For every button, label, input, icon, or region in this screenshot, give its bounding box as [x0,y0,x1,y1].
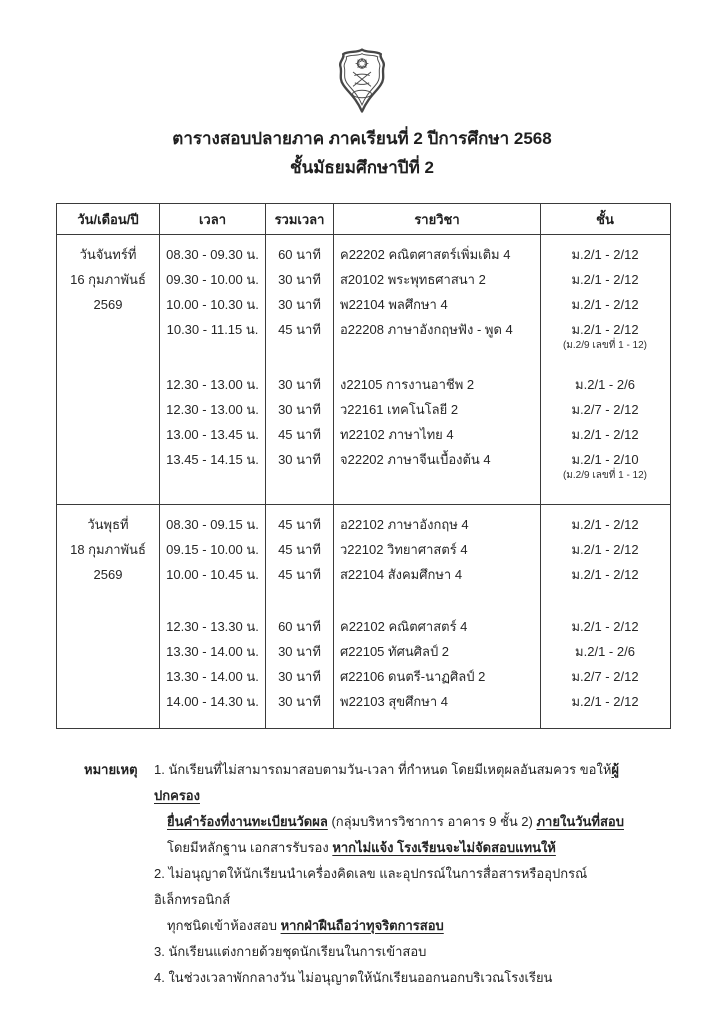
note-emphasis: ยื่นคำร้องที่งานทะเบียนวัดผล [167,814,328,829]
schedule-section [57,234,670,504]
exam-subject: ศ22105 ทัศนศิลป์ 2 [340,644,450,659]
note-item [154,939,654,965]
document-subtitle: ชั้นมัธยมศึกษาปีที่ 2 [290,158,434,177]
row-spacer [541,587,669,614]
exam-time: 08.30 - 09.30 น. [166,247,259,262]
exam-duration: 30 นาที [278,297,321,312]
exam-subject: จ22202 ภาษาจีนเบื้องต้น 4 [340,452,491,467]
exam-time: 14.00 - 14.30 น. [166,694,259,709]
class-column [541,235,669,504]
date-cell [57,235,160,504]
time-column [160,505,266,728]
class-range: ม.2/1 - 2/12 [571,272,639,287]
class-range: ม.2/7 - 2/12 [571,402,639,417]
note-emphasis: หากฝ่าฝืนถือว่าทุจริตการสอบ [280,918,444,933]
exam-duration: 30 นาที [278,452,321,467]
exam-duration: 30 นาที [278,377,321,392]
row-spacer [334,587,540,614]
exam-time: 08.30 - 09.15 น. [166,517,259,532]
row-spacer [541,360,669,372]
class-range: ม.2/1 - 2/6 [575,644,635,659]
table-body [57,234,670,728]
class-range: ม.2/1 - 2/12 [571,247,639,262]
class-range: ม.2/7 - 2/12 [571,669,639,684]
exam-subject: พ22103 สุขศึกษา 4 [340,694,448,709]
note-line [154,965,654,991]
notes-section [84,757,724,991]
exam-subject: อ22102 ภาษาอังกฤษ 4 [340,517,469,532]
exam-class [541,639,669,664]
row-spacer [266,587,333,614]
exam-class [541,447,669,490]
note-text: 3. นักเรียนแต่งกายด้วยชุดนักเรียนในการเข้าสอบ [154,944,427,959]
row-spacer [160,587,265,614]
exam-subject: ท22102 ภาษาไทย 4 [340,427,454,442]
class-range: ม.2/1 - 2/12 [571,322,639,337]
class-range: ม.2/1 - 2/12 [571,297,639,312]
exam-duration: 60 นาที [278,247,321,262]
exam-subject: ง22105 การงานอาชีพ 2 [340,377,475,392]
exam-class [541,372,669,397]
note-emphasis: ภายในวันที่สอบ [536,814,624,829]
exam-class [541,512,669,537]
class-column [541,505,669,728]
exam-duration: 45 นาที [278,542,321,557]
exam-duration: 45 นาที [278,322,321,337]
note-text: 1. นักเรียนที่ไม่สามารถมาสอบตามวัน-เวลา ที่กำหนด โดยมีเหตุผลอันสมควร ขอให้ [154,762,612,777]
exam-class [541,537,669,562]
exam-duration: 45 นาที [278,517,321,532]
date-cell [57,505,160,728]
class-range: ม.2/1 - 2/12 [571,427,639,442]
exam-subject: ศ22106 ดนตรี-นาฏศิลป์ 2 [340,669,486,684]
duration-column [266,235,334,504]
subject-column [334,235,541,504]
note-emphasis: ผู้ปกครอง [154,762,620,803]
exam-class [541,689,669,714]
exam-duration: 30 นาที [278,669,321,684]
class-range: ม.2/1 - 2/6 [575,377,635,392]
note-text: (กลุ่มบริหารวิชาการ อาคาร 9 ชั้น 2) [327,814,537,829]
class-range: ม.2/1 - 2/12 [571,542,639,557]
date-full: 16 กุมภาพันธ์ 2569 [70,272,146,312]
note-line [154,861,654,913]
exam-subject: อ22208 ภาษาอังกฤษฟัง - พูด 4 [340,322,513,337]
exam-time: 12.30 - 13.00 น. [166,377,259,392]
school-crest-icon [333,46,391,116]
note-text: ทุกชนิดเข้าห้องสอบ [167,918,281,933]
exam-duration: 30 นาที [278,272,321,287]
note-line [154,757,654,809]
exam-time: 13.00 - 13.45 น. [166,427,259,442]
exam-class [541,664,669,689]
column-header-duration: รวมเวลา [266,204,334,234]
class-range: ม.2/1 - 2/10 [571,452,639,467]
note-emphasis: หากไม่แจ้ง โรงเรียนจะไม่จัดสอบแทนให้ [332,840,556,855]
exam-subject: พ22104 พลศึกษา 4 [340,297,448,312]
exam-subject: ว22161 เทคโนโลยี 2 [340,402,459,417]
exam-time: 12.30 - 13.00 น. [166,402,259,417]
exam-time: 13.30 - 14.00 น. [166,669,259,684]
note-line [154,913,654,939]
exam-class [541,397,669,422]
exam-time: 13.45 - 14.15 น. [166,452,259,467]
exam-class [541,562,669,587]
note-item [154,861,654,939]
notes-body [154,757,654,991]
exam-subject: ค22102 คณิตศาสตร์ 4 [340,619,468,634]
exam-duration: 30 นาที [278,694,321,709]
table-header-row [57,204,670,234]
row-spacer [334,360,540,372]
exam-duration: 45 นาที [278,567,321,582]
note-line [154,809,654,835]
note-line [154,939,654,965]
exam-schedule-table [56,203,671,729]
exam-time: 12.30 - 13.30 น. [166,619,259,634]
column-header-date: วัน/เดือน/ปี [57,204,160,234]
exam-time: 13.30 - 14.00 น. [166,644,259,659]
class-range: ม.2/1 - 2/12 [571,567,639,582]
exam-class [541,317,669,360]
exam-class [541,292,669,317]
duration-column [266,505,334,728]
date-full: 18 กุมภาพันธ์ 2569 [70,542,146,582]
exam-class [541,242,669,267]
exam-duration: 30 นาที [278,644,321,659]
notes-label: หมายเหตุ [84,762,138,777]
date-day: วันจันทร์ที่ [79,247,137,262]
school-crest [333,46,391,121]
exam-subject: ว22102 วิทยาศาสตร์ 4 [340,542,468,557]
note-text: 4. ในช่วงเวลาพักกลางวัน ไม่อนุญาตให้นักเรียนออกนอกบริเวณโรงเรียน [154,970,553,985]
exam-class [541,422,669,447]
exam-time: 09.15 - 10.00 น. [166,542,259,557]
exam-subject: ส20102 พระพุทธศาสนา 2 [340,272,486,287]
note-line [154,835,654,861]
class-note: (ม.2/9 เลขที่ 1 - 12) [562,340,648,351]
column-header-subject: รายวิชา [334,204,541,234]
class-range: ม.2/1 - 2/12 [571,517,639,532]
exam-class [541,614,669,639]
class-range: ม.2/1 - 2/12 [571,694,639,709]
note-text: โดยมีหลักฐาน เอกสารรับรอง [167,840,333,855]
row-spacer [266,360,333,372]
note-item [154,757,654,861]
exam-duration: 45 นาที [278,427,321,442]
schedule-section [57,504,670,728]
column-header-class: ชั้น [596,211,614,227]
exam-duration: 30 นาที [278,402,321,417]
exam-class [541,267,669,292]
exam-time: 10.00 - 10.30 น. [166,297,259,312]
subject-column [334,505,541,728]
exam-subject: ค22202 คณิตศาสตร์เพิ่มเติม 4 [340,247,511,262]
time-column [160,235,266,504]
date-day: วันพุธที่ [87,517,129,532]
exam-time: 10.00 - 10.45 น. [166,567,259,582]
note-text: 2. ไม่อนุญาตให้นักเรียนนำเครื่องคิดเลข และอุปกรณ์ในการสื่อสารหรืออุปกรณ์ อิเล็กทรอนิกส์ [154,866,588,907]
column-header-time: เวลา [160,204,266,234]
exam-duration: 60 นาที [278,619,321,634]
class-note: (ม.2/9 เลขที่ 1 - 12) [562,470,648,481]
document-title: ตารางสอบปลายภาค ภาคเรียนที่ 2 ปีการศึกษา 2568 [172,129,552,148]
exam-time: 09.30 - 10.00 น. [166,272,259,287]
exam-time: 10.30 - 11.15 น. [166,322,259,337]
note-item [154,965,654,991]
class-range: ม.2/1 - 2/12 [571,619,639,634]
row-spacer [160,360,265,372]
exam-subject: ส22104 สังคมศึกษา 4 [340,567,463,582]
